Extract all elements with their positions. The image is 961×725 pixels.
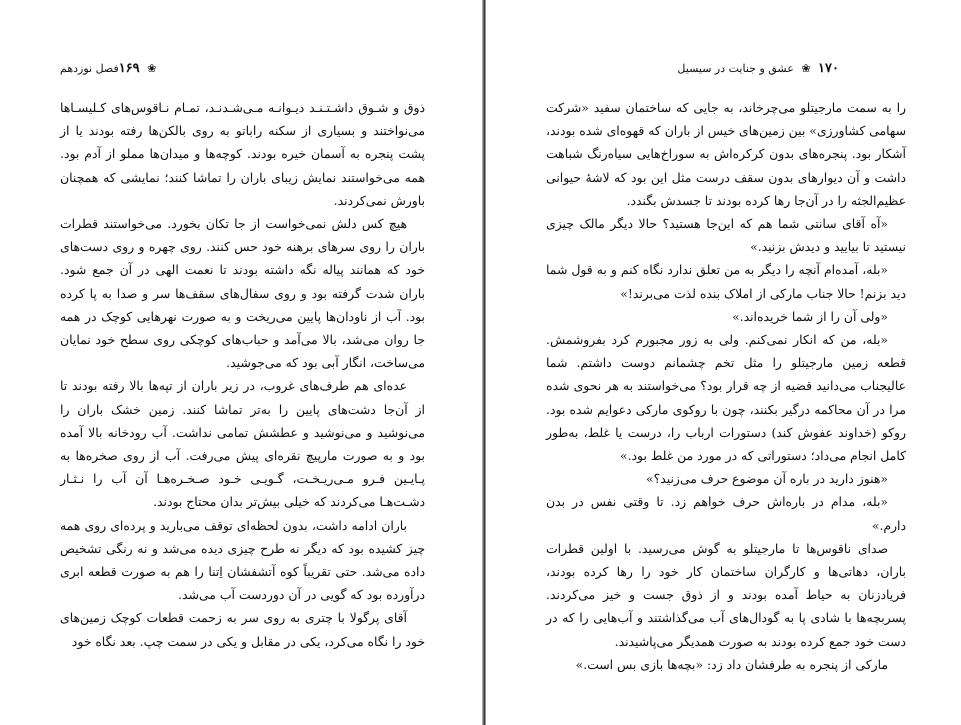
paragraph: «هنوز دارید در باره آن موضوع حرف می‌زنید؟»	[646, 471, 888, 487]
paragraph: «بله، آمده‌ام آنچه را دیگر به من تعلق ندارد نگاه کنم و به قول شما دید بزنم! حالا جناب مارکی از املاک بنده لذت می‌برند!»	[546, 262, 906, 301]
left-page-body	[60, 96, 425, 653]
ornament-icon: ❀	[801, 62, 811, 75]
right-page	[486, 0, 961, 725]
left-page-header	[60, 62, 302, 76]
page-number: ۱۷۰	[818, 61, 839, 76]
chapter-title: فصل نوزدهم	[60, 62, 119, 75]
paragraph: هیچ کس دلش نمی‌خواست از جا تکان بخورد. می‌خواستند قطرات باران را روی سرهای برهنه خود حس کنند. روی چهره و روی دست‌های خود که همانند پیاله نگه داشته بودند تا نعمت الهی در آن جمع شود. باران شدت گرفته بود و روی سفال‌های سقف‌ها سر و صدا به پا کرده بود. آب از ناودان‌ها پایین می‌ریخت و به صورت نهرهایی کوچک در همه جا روان می‌شد، بالا می‌آمد و حباب‌های کوچکی روی سطح خود نمایان می‌ساخت، انگار آبی بود که می‌جوشید.	[60, 216, 425, 371]
page-number: ۱۶۹	[118, 61, 140, 76]
ornament-icon: ❀	[147, 62, 157, 75]
paragraph: باران ادامه داشت، بدون لحظه‌ای توقف می‌بارید و پرده‌ای روی همه چیز کشیده بود که دیگر نه طرح چیزی دیده می‌شد و نه رنگی تشخیص داده می‌شد. حتی تقریباً کوه آتشفشان اِتنا را هم به صورت قطعه ابری درآورده بود که گویی در آن دوردست آب می‌شد.	[60, 517, 425, 603]
paragraph: عده‌ای هم طرف‌های غروب، در زیر باران از تپه‌ها بالا رفته بودند تا از آن‌جا دشت‌های پایین را به‌تر تماشا کنند. زمین خشک باران را می‌نوشید و می‌نوشید و عطشش تمامی نداشت. آب رودخانه بالا آمده بود و به صورت مارپیچ نقره‌ای پیش می‌رفت. آب از روی صخره‌ها به پـایـین فـرو مـی‌ریـخـت، گـویـی خـود صـخـره‌هـا آن آب را نـثـار دشـت‌هـا می‌کردند که خیلی بیش‌تر بدان محتاج بودند.	[60, 378, 425, 510]
running-title: عشق و جنایت در سیسیل	[677, 62, 794, 75]
right-page-header	[662, 62, 839, 76]
paragraph: مارکی از پنجره به طرفشان داد زد: «بچه‌ها بازی بس است.»	[575, 656, 888, 672]
paragraph: «آه آقای سانتی شما هم که این‌جا هستید؟ حالا دیگر مالک چیزی نیستید تا بیایید و دیدش بزنید.»	[546, 216, 906, 255]
paragraph: «بله، مدام در باره‌اش حرف خواهم زد. تا وقتی نفس در بدن دارم.»	[546, 494, 906, 533]
paragraph: صدای ناقوس‌ها تا مارجیتلو به گوش می‌رسید. با اولین قطرات باران، دهاتی‌ها و کارگران ساختمان کار خود را رها کرده بودند، فریادزنان به حیاط آمده بودند و از ذوق جست و خیز می‌کردند. پسربچه‌ها با شادی پا به گودال‌های آب می‌گذاشتند و آب‌هایی را که در دست خود جمع کرده بودند به صورت همدیگر می‌پاشیدند.	[546, 540, 906, 649]
paragraph: «بله، من که انکار نمی‌کنم. ولی به زور مجبورم کرد بفروشمش. قطعه زمین مارجیتلو را مثل تخم چشمانم دوست داشتم. شما عالیجناب می‌دانید قضیه از چه قرار بود؟ می‌خواستند به هر نحوی شده مرا در آن محاکمه درگیر بکنند، چون با روکوی مارکی دعوایم شده بود. روکو (خداوند عفوش کند) دستورات ارباب را، درست یا غلط، به‌طور کامل انجام می‌داد؛ دستوراتی که در مورد من غلط بود.»	[546, 332, 906, 464]
paragraph: «ولی آن را از شما خریده‌اند.»	[732, 308, 888, 324]
paragraph: را به سمت مارجیتلو می‌چرخاند، به جایی که ساختمان سفید «شرکت سهامی کشاورزی» بین زمین‌های خیس از باران که قهوه‌ای شده بودند، آشکار بود. پنجره‌های بدون کرکره‌اش به سوراخ‌هایی سیاه‌رنگ شباهت داشت و آن دیوارهای بدون سقف درست مثل این بود که لاشهٔ حیوانی عظیم‌الجثه را در آن‌جا رها کرده بودند تا جسدش بگندد.	[546, 100, 906, 208]
right-page-body	[546, 96, 906, 676]
page-number-group	[60, 62, 160, 76]
paragraph: ذوق و شـوق داشـتـنـد دیـوانـه مـی‌شـدنـد، تمـام نـاقوس‌های کـلیسـاها می‌نواختند و بسیاری از سکنه راباتو به روی بالکن‌ها رفته بودند یا از پشت پنجره به آسمان خیره بودند. کوچه‌ها و میدان‌ها مملو از آدم بود. همه می‌خواستند نمایش زیبای باران را تماشا کنند؛ نمایشی که همچنان باورش نمی‌کردند.	[60, 100, 425, 208]
paragraph: آقای پرگولا با چتری به روی سر به زحمت قطعات کوچک زمین‌های خود را نگاه می‌کرد، یکی در مقابل و یکی در سمت چپ. بعد نگاه خود	[60, 610, 425, 649]
